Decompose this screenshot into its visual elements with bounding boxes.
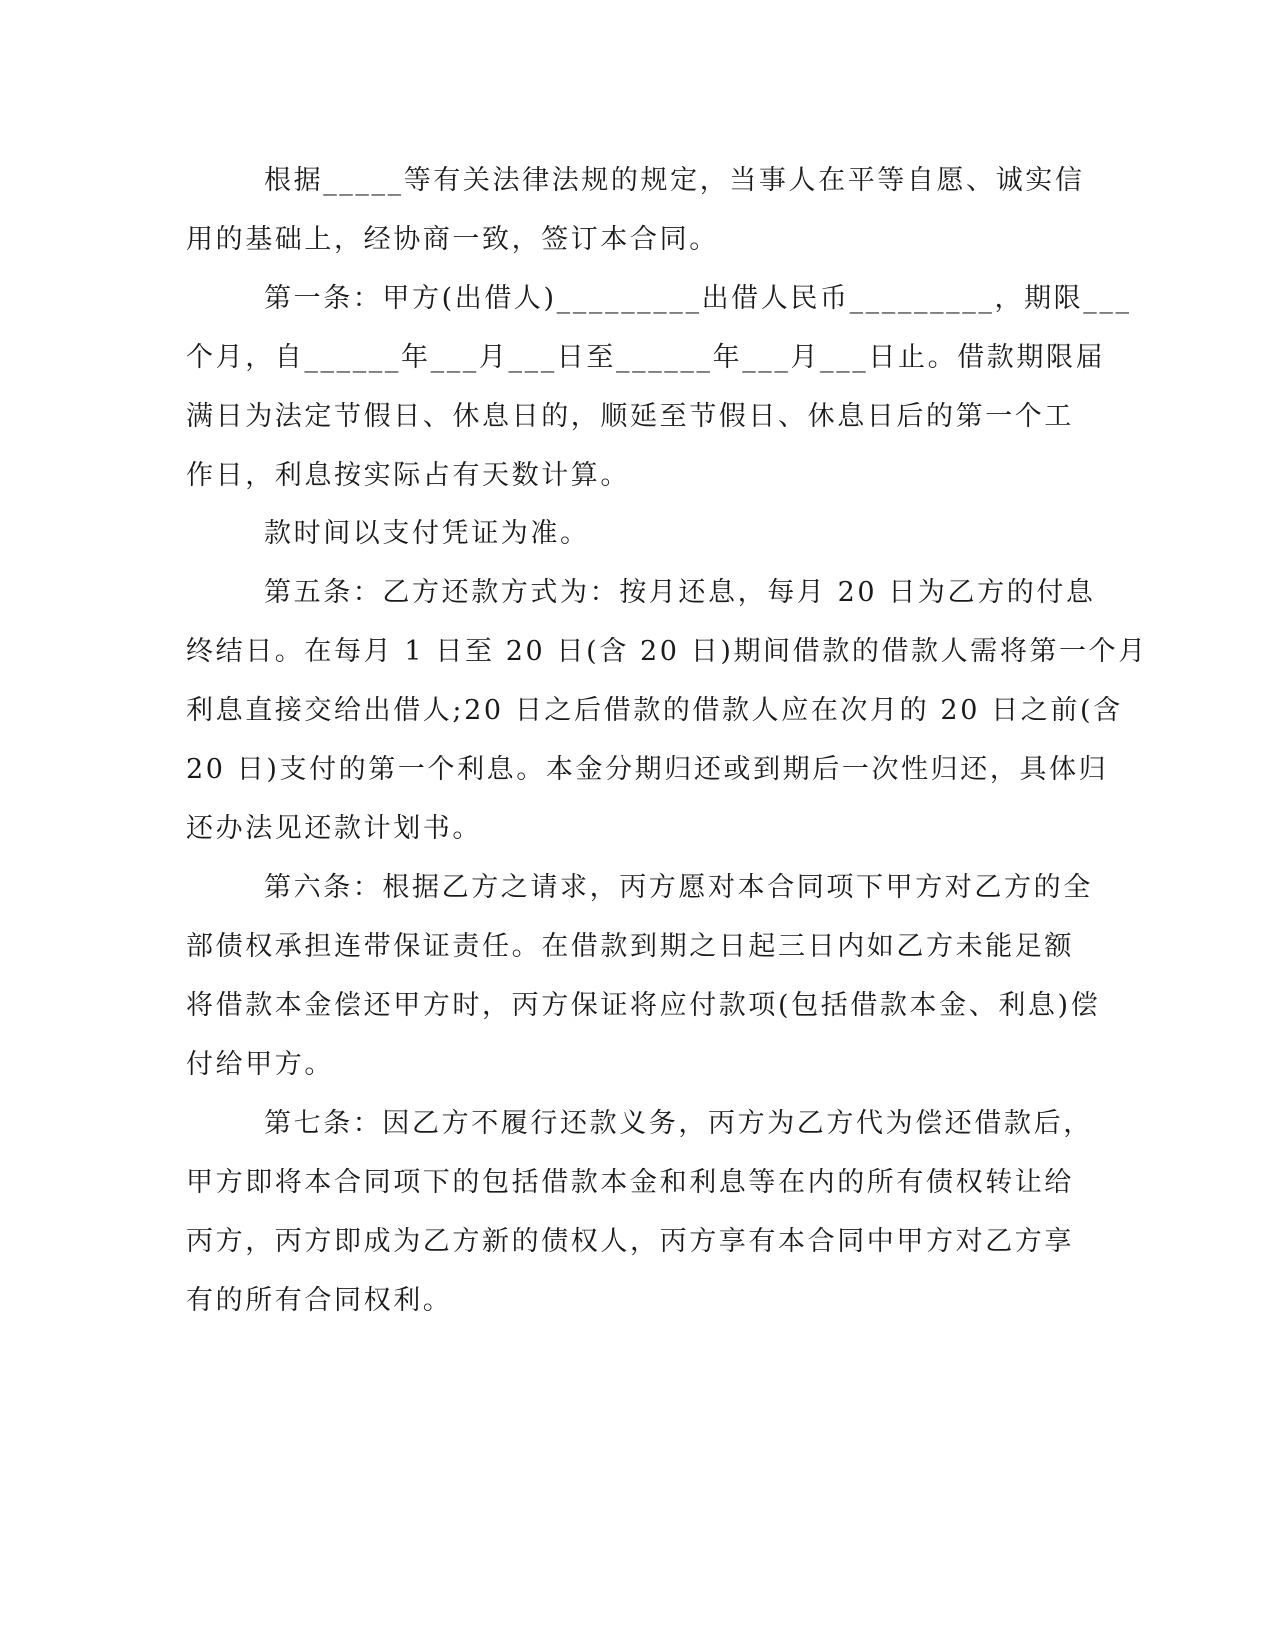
article-7-line: 第七条：因乙方不履行还款义务，丙方为乙方代为偿还借款后，	[264, 1108, 1093, 1139]
article-6-line: 付给甲方。	[186, 1049, 334, 1080]
article-5-line: 利息直接交给出借人;20 日之后借款的借款人应在次月的 20 日之前(含	[186, 695, 1123, 726]
article-6-line: 第六条：根据乙方之请求，丙方愿对本合同项下甲方对乙方的全	[264, 872, 1093, 903]
paragraph-line: 根据_____等有关法律法规的规定，当事人在平等自愿、诚实信	[264, 165, 1085, 196]
article-7-line: 有的所有合同权利。	[186, 1285, 453, 1316]
article-1-line: 满日为法定节假日、休息日的，顺延至节假日、休息日后的第一个工	[186, 401, 1074, 432]
article-1-line: 个月，自______年___月___日至______年___月___日止。借款期限届	[186, 342, 1106, 373]
article-1-line: 第一条：甲方(出借人)_________出借人民币_________，期限___	[264, 283, 1132, 314]
paragraph-line: 款时间以支付凭证为准。	[264, 518, 590, 549]
article-6-line: 部债权承担连带保证责任。在借款到期之日起三日内如乙方未能足额	[186, 931, 1074, 962]
article-5-line: 还办法见还款计划书。	[186, 813, 482, 844]
article-7-line: 甲方即将本合同项下的包括借款本金和利息等在内的所有债权转让给	[186, 1167, 1074, 1198]
article-5-line: 终结日。在每月 1 日至 20 日(含 20 日)期间借款的借款人需将第一个月	[186, 636, 1148, 667]
article-1-line: 作日，利息按实际占有天数计算。	[186, 460, 630, 491]
article-7-line: 丙方，丙方即成为乙方新的债权人，丙方享有本合同中甲方对乙方享	[186, 1226, 1074, 1257]
article-6-line: 将借款本金偿还甲方时，丙方保证将应付款项(包括借款本金、利息)偿	[186, 990, 1101, 1021]
article-5-line: 20 日)支付的第一个利息。本金分期归还或到期后一次性归还，具体归	[186, 754, 1109, 785]
article-5-line: 第五条：乙方还款方式为：按月还息，每月 20 日为乙方的付息	[264, 577, 1096, 608]
paragraph-line: 用的基础上，经协商一致，签订本合同。	[186, 224, 719, 255]
